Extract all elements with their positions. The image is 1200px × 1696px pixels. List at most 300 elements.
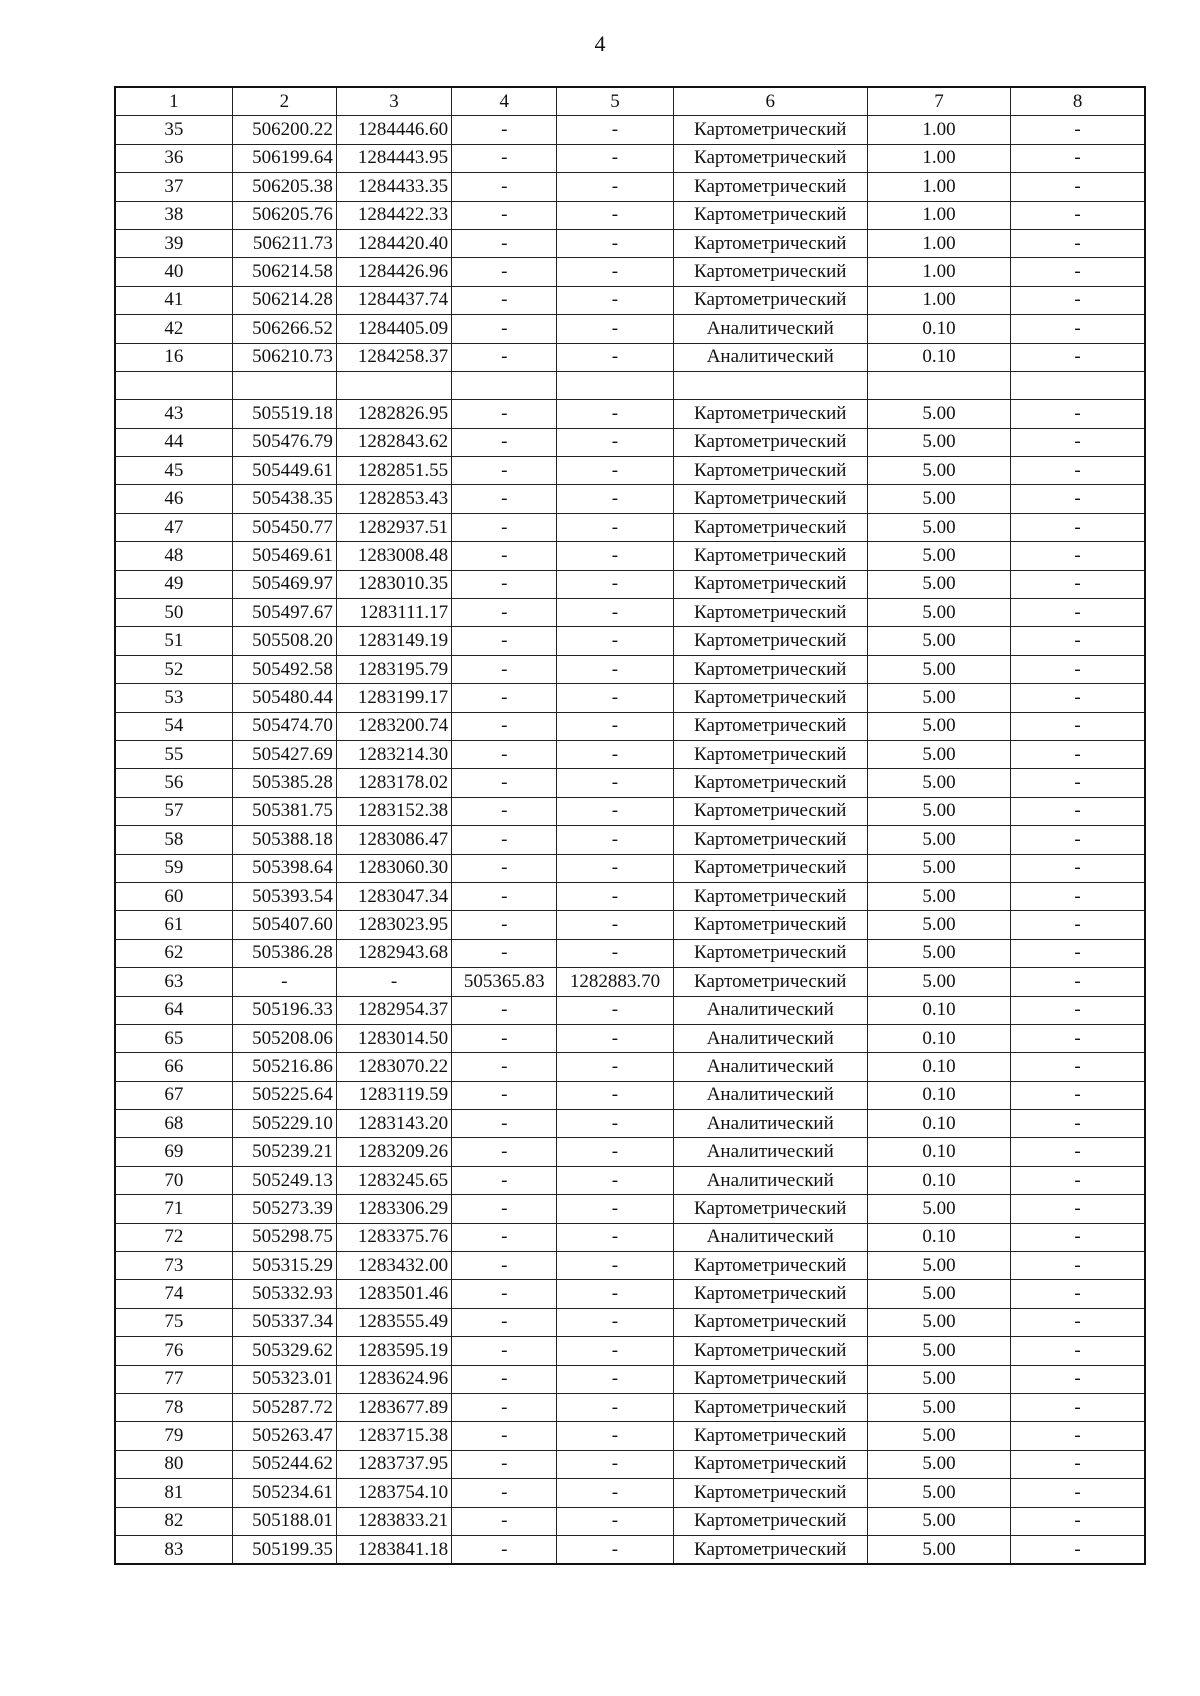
method-cell: Аналитический — [673, 1138, 867, 1166]
point-number-cell: 58 — [115, 826, 232, 854]
x-coordinate-cell: 505216.86 — [232, 1053, 336, 1081]
y-coordinate-alt-cell: - — [557, 144, 673, 172]
x-coordinate-alt-cell: - — [452, 201, 557, 229]
x-coordinate-alt-cell: - — [452, 258, 557, 286]
x-coordinate-alt-cell: - — [452, 1308, 557, 1336]
point-number-cell: 37 — [115, 173, 232, 201]
y-coordinate-alt-cell: - — [557, 996, 673, 1024]
x-coordinate-cell: 505249.13 — [232, 1166, 336, 1194]
x-coordinate-cell: 505393.54 — [232, 882, 336, 910]
y-coordinate-alt-cell: - — [557, 1280, 673, 1308]
note-cell: - — [1011, 485, 1145, 513]
point-number-cell: 74 — [115, 1280, 232, 1308]
note-cell: - — [1011, 144, 1145, 172]
y-coordinate-alt-cell: - — [557, 201, 673, 229]
x-coordinate-alt-cell: - — [452, 655, 557, 683]
y-coordinate-alt-cell: - — [557, 1195, 673, 1223]
y-coordinate-cell: 1283306.29 — [336, 1195, 451, 1223]
accuracy-cell: 0.10 — [867, 1166, 1010, 1194]
table-row — [115, 1223, 1145, 1251]
x-coordinate-cell: 506211.73 — [232, 229, 336, 257]
method-cell: Картометрический — [673, 229, 867, 257]
y-coordinate-cell: - — [336, 968, 451, 996]
y-coordinate-alt-cell: - — [557, 1450, 673, 1478]
point-number-cell: 59 — [115, 854, 232, 882]
note-cell: - — [1011, 173, 1145, 201]
x-coordinate-alt-cell: - — [452, 854, 557, 882]
y-coordinate-alt-cell: - — [557, 1337, 673, 1365]
accuracy-cell: 5.00 — [867, 854, 1010, 882]
method-cell: Картометрический — [673, 1252, 867, 1280]
table-row — [115, 996, 1145, 1024]
point-number-cell: 49 — [115, 570, 232, 598]
y-coordinate-alt-cell: - — [557, 457, 673, 485]
x-coordinate-alt-cell: - — [452, 570, 557, 598]
y-coordinate-alt-cell: - — [557, 1479, 673, 1507]
table-row — [115, 1450, 1145, 1478]
x-coordinate-alt-cell: - — [452, 1081, 557, 1109]
method-cell: Картометрический — [673, 1479, 867, 1507]
table-row — [115, 655, 1145, 683]
accuracy-cell: 0.10 — [867, 1223, 1010, 1251]
y-coordinate-alt-cell: - — [557, 939, 673, 967]
accuracy-cell: 5.00 — [867, 1479, 1010, 1507]
accuracy-cell — [867, 371, 1010, 399]
table-row — [115, 1166, 1145, 1194]
table-row — [115, 1081, 1145, 1109]
table-row — [115, 854, 1145, 882]
table-row — [115, 1535, 1145, 1564]
point-number-cell — [115, 371, 232, 399]
table-row — [115, 1024, 1145, 1052]
x-coordinate-alt-cell: - — [452, 144, 557, 172]
note-cell: - — [1011, 1252, 1145, 1280]
table-row — [115, 1337, 1145, 1365]
x-coordinate-alt-cell: - — [452, 882, 557, 910]
note-cell: - — [1011, 1479, 1145, 1507]
x-coordinate-cell: 505476.79 — [232, 428, 336, 456]
x-coordinate-alt-cell — [452, 371, 557, 399]
method-cell: Картометрический — [673, 1365, 867, 1393]
table-row — [115, 1308, 1145, 1336]
point-number-cell: 53 — [115, 684, 232, 712]
y-coordinate-cell: 1282851.55 — [336, 457, 451, 485]
accuracy-cell: 1.00 — [867, 144, 1010, 172]
method-cell: Картометрический — [673, 258, 867, 286]
method-cell: Картометрический — [673, 968, 867, 996]
table-row — [115, 1110, 1145, 1138]
note-cell: - — [1011, 1053, 1145, 1081]
point-number-cell: 80 — [115, 1450, 232, 1478]
x-coordinate-alt-cell: - — [452, 769, 557, 797]
x-coordinate-cell — [232, 371, 336, 399]
page-number: 4 — [594, 31, 606, 56]
point-number-cell: 70 — [115, 1166, 232, 1194]
x-coordinate-cell: 505508.20 — [232, 627, 336, 655]
method-cell: Картометрический — [673, 485, 867, 513]
accuracy-cell: 5.00 — [867, 826, 1010, 854]
accuracy-cell: 5.00 — [867, 911, 1010, 939]
y-coordinate-cell: 1283119.59 — [336, 1081, 451, 1109]
x-coordinate-cell: 505474.70 — [232, 712, 336, 740]
y-coordinate-alt-cell: - — [557, 428, 673, 456]
point-number-cell: 44 — [115, 428, 232, 456]
table-row — [115, 229, 1145, 257]
x-coordinate-alt-cell: - — [452, 1195, 557, 1223]
point-number-cell: 46 — [115, 485, 232, 513]
note-cell: - — [1011, 229, 1145, 257]
y-coordinate-cell: 1283143.20 — [336, 1110, 451, 1138]
table-row — [115, 173, 1145, 201]
note-cell: - — [1011, 826, 1145, 854]
x-coordinate-alt-cell: - — [452, 1223, 557, 1251]
note-cell: - — [1011, 1507, 1145, 1535]
method-cell — [673, 371, 867, 399]
table-row — [115, 1479, 1145, 1507]
x-coordinate-alt-cell: - — [452, 1337, 557, 1365]
note-cell: - — [1011, 343, 1145, 371]
x-coordinate-alt-cell: - — [452, 712, 557, 740]
x-coordinate-cell: 505480.44 — [232, 684, 336, 712]
accuracy-cell: 5.00 — [867, 1308, 1010, 1336]
point-number-cell: 42 — [115, 315, 232, 343]
method-cell: Картометрический — [673, 1422, 867, 1450]
point-number-cell: 56 — [115, 769, 232, 797]
table-row — [115, 1422, 1145, 1450]
accuracy-cell: 5.00 — [867, 684, 1010, 712]
method-cell: Картометрический — [673, 144, 867, 172]
y-coordinate-cell: 1283086.47 — [336, 826, 451, 854]
note-cell: - — [1011, 769, 1145, 797]
point-number-cell: 67 — [115, 1081, 232, 1109]
x-coordinate-alt-cell: - — [452, 1393, 557, 1421]
x-coordinate-cell: - — [232, 968, 336, 996]
x-coordinate-cell: 506205.76 — [232, 201, 336, 229]
x-coordinate-alt-cell: - — [452, 315, 557, 343]
method-cell: Картометрический — [673, 1280, 867, 1308]
accuracy-cell: 5.00 — [867, 513, 1010, 541]
x-coordinate-cell: 506205.38 — [232, 173, 336, 201]
y-coordinate-alt-cell: - — [557, 258, 673, 286]
y-coordinate-alt-cell: - — [557, 400, 673, 428]
point-number-cell: 66 — [115, 1053, 232, 1081]
note-cell: - — [1011, 201, 1145, 229]
point-number-cell: 62 — [115, 939, 232, 967]
accuracy-cell: 5.00 — [867, 457, 1010, 485]
y-coordinate-alt-cell: - — [557, 1024, 673, 1052]
x-coordinate-cell: 505497.67 — [232, 599, 336, 627]
x-coordinate-alt-cell: - — [452, 797, 557, 825]
note-cell: - — [1011, 1166, 1145, 1194]
y-coordinate-cell: 1283432.00 — [336, 1252, 451, 1280]
note-cell: - — [1011, 996, 1145, 1024]
table-row — [115, 343, 1145, 371]
y-coordinate-cell: 1283501.46 — [336, 1280, 451, 1308]
y-coordinate-alt-cell: - — [557, 570, 673, 598]
note-cell: - — [1011, 882, 1145, 910]
x-coordinate-cell: 505323.01 — [232, 1365, 336, 1393]
point-number-cell: 50 — [115, 599, 232, 627]
y-coordinate-cell: 1283245.65 — [336, 1166, 451, 1194]
table-row — [115, 485, 1145, 513]
method-cell: Картометрический — [673, 513, 867, 541]
y-coordinate-alt-cell: - — [557, 627, 673, 655]
note-cell: - — [1011, 258, 1145, 286]
x-coordinate-alt-cell: - — [452, 229, 557, 257]
method-cell: Картометрический — [673, 769, 867, 797]
y-coordinate-cell: 1283737.95 — [336, 1450, 451, 1478]
point-number-cell: 75 — [115, 1308, 232, 1336]
x-coordinate-alt-cell: - — [452, 1252, 557, 1280]
x-coordinate-cell: 505381.75 — [232, 797, 336, 825]
method-cell: Картометрический — [673, 911, 867, 939]
x-coordinate-alt-cell: - — [452, 173, 557, 201]
table-row — [115, 144, 1145, 172]
method-cell: Аналитический — [673, 343, 867, 371]
y-coordinate-cell: 1284420.40 — [336, 229, 451, 257]
method-cell: Картометрический — [673, 684, 867, 712]
x-coordinate-cell: 505225.64 — [232, 1081, 336, 1109]
point-number-cell: 69 — [115, 1138, 232, 1166]
note-cell: - — [1011, 1422, 1145, 1450]
y-coordinate-cell: 1284433.35 — [336, 173, 451, 201]
y-coordinate-cell: 1283209.26 — [336, 1138, 451, 1166]
method-cell: Аналитический — [673, 1024, 867, 1052]
column-header: 4 — [452, 87, 557, 116]
x-coordinate-cell: 505239.21 — [232, 1138, 336, 1166]
y-coordinate-cell: 1283841.18 — [336, 1535, 451, 1564]
method-cell: Картометрический — [673, 1308, 867, 1336]
x-coordinate-cell: 505427.69 — [232, 740, 336, 768]
x-coordinate-alt-cell: - — [452, 1024, 557, 1052]
x-coordinate-cell: 505438.35 — [232, 485, 336, 513]
x-coordinate-cell: 505273.39 — [232, 1195, 336, 1223]
note-cell: - — [1011, 854, 1145, 882]
note-cell: - — [1011, 513, 1145, 541]
accuracy-cell: 5.00 — [867, 570, 1010, 598]
x-coordinate-alt-cell: - — [452, 485, 557, 513]
column-header: 5 — [557, 87, 673, 116]
table-row — [115, 570, 1145, 598]
point-number-cell: 38 — [115, 201, 232, 229]
y-coordinate-alt-cell: - — [557, 1138, 673, 1166]
x-coordinate-alt-cell: - — [452, 1138, 557, 1166]
note-cell: - — [1011, 1223, 1145, 1251]
note-cell: - — [1011, 797, 1145, 825]
point-number-cell: 61 — [115, 911, 232, 939]
accuracy-cell: 5.00 — [867, 1252, 1010, 1280]
y-coordinate-cell: 1283060.30 — [336, 854, 451, 882]
x-coordinate-alt-cell: - — [452, 513, 557, 541]
x-coordinate-alt-cell: - — [452, 1166, 557, 1194]
y-coordinate-cell: 1283195.79 — [336, 655, 451, 683]
x-coordinate-alt-cell: - — [452, 684, 557, 712]
method-cell: Картометрический — [673, 712, 867, 740]
point-number-cell: 65 — [115, 1024, 232, 1052]
method-cell: Картометрический — [673, 655, 867, 683]
method-cell: Картометрический — [673, 570, 867, 598]
y-coordinate-cell: 1282853.43 — [336, 485, 451, 513]
column-header: 3 — [336, 87, 451, 116]
accuracy-cell: 5.00 — [867, 797, 1010, 825]
y-coordinate-alt-cell: - — [557, 1053, 673, 1081]
y-coordinate-alt-cell: - — [557, 712, 673, 740]
column-header: 1 — [115, 87, 232, 116]
note-cell: - — [1011, 1365, 1145, 1393]
y-coordinate-cell: 1282843.62 — [336, 428, 451, 456]
point-number-cell: 47 — [115, 513, 232, 541]
x-coordinate-alt-cell: - — [452, 116, 557, 144]
y-coordinate-alt-cell: - — [557, 797, 673, 825]
y-coordinate-alt-cell: 1282883.70 — [557, 968, 673, 996]
table-row — [115, 599, 1145, 627]
note-cell: - — [1011, 968, 1145, 996]
accuracy-cell: 0.10 — [867, 1110, 1010, 1138]
x-coordinate-alt-cell: - — [452, 599, 557, 627]
y-coordinate-cell: 1284437.74 — [336, 286, 451, 314]
point-number-cell: 81 — [115, 1479, 232, 1507]
method-cell: Картометрический — [673, 939, 867, 967]
accuracy-cell: 5.00 — [867, 485, 1010, 513]
y-coordinate-alt-cell: - — [557, 599, 673, 627]
point-number-cell: 41 — [115, 286, 232, 314]
accuracy-cell: 5.00 — [867, 627, 1010, 655]
accuracy-cell: 5.00 — [867, 1337, 1010, 1365]
x-coordinate-cell: 505263.47 — [232, 1422, 336, 1450]
x-coordinate-alt-cell: 505365.83 — [452, 968, 557, 996]
x-coordinate-alt-cell: - — [452, 627, 557, 655]
x-coordinate-cell: 505234.61 — [232, 1479, 336, 1507]
accuracy-cell: 0.10 — [867, 1024, 1010, 1052]
y-coordinate-cell: 1282937.51 — [336, 513, 451, 541]
point-number-cell: 63 — [115, 968, 232, 996]
y-coordinate-alt-cell: - — [557, 854, 673, 882]
y-coordinate-cell: 1283555.49 — [336, 1308, 451, 1336]
point-number-cell: 54 — [115, 712, 232, 740]
accuracy-cell: 0.10 — [867, 996, 1010, 1024]
x-coordinate-cell: 505450.77 — [232, 513, 336, 541]
note-cell: - — [1011, 684, 1145, 712]
accuracy-cell: 5.00 — [867, 1195, 1010, 1223]
table-row — [115, 712, 1145, 740]
method-cell: Картометрический — [673, 1393, 867, 1421]
accuracy-cell: 5.00 — [867, 655, 1010, 683]
y-coordinate-alt-cell: - — [557, 1223, 673, 1251]
y-coordinate-cell: 1283200.74 — [336, 712, 451, 740]
accuracy-cell: 5.00 — [867, 400, 1010, 428]
table-row — [115, 1393, 1145, 1421]
x-coordinate-cell: 505208.06 — [232, 1024, 336, 1052]
accuracy-cell: 5.00 — [867, 1365, 1010, 1393]
y-coordinate-cell: 1284258.37 — [336, 343, 451, 371]
accuracy-cell: 1.00 — [867, 258, 1010, 286]
x-coordinate-alt-cell: - — [452, 939, 557, 967]
table-row — [115, 1365, 1145, 1393]
y-coordinate-alt-cell: - — [557, 513, 673, 541]
y-coordinate-cell: 1283070.22 — [336, 1053, 451, 1081]
point-number-cell: 72 — [115, 1223, 232, 1251]
method-cell: Картометрический — [673, 1337, 867, 1365]
table-header-row — [115, 87, 1145, 116]
y-coordinate-alt-cell: - — [557, 173, 673, 201]
y-coordinate-cell: 1283149.19 — [336, 627, 451, 655]
x-coordinate-alt-cell: - — [452, 1365, 557, 1393]
note-cell: - — [1011, 315, 1145, 343]
x-coordinate-cell: 505407.60 — [232, 911, 336, 939]
x-coordinate-alt-cell: - — [452, 1507, 557, 1535]
note-cell: - — [1011, 939, 1145, 967]
y-coordinate-cell: 1283023.95 — [336, 911, 451, 939]
y-coordinate-alt-cell: - — [557, 1535, 673, 1564]
note-cell: - — [1011, 1110, 1145, 1138]
y-coordinate-alt-cell: - — [557, 1110, 673, 1138]
accuracy-cell: 5.00 — [867, 1393, 1010, 1421]
x-coordinate-alt-cell: - — [452, 428, 557, 456]
method-cell: Аналитический — [673, 1223, 867, 1251]
y-coordinate-alt-cell: - — [557, 684, 673, 712]
table-row — [115, 1195, 1145, 1223]
x-coordinate-cell: 505519.18 — [232, 400, 336, 428]
x-coordinate-cell: 505449.61 — [232, 457, 336, 485]
x-coordinate-cell: 506199.64 — [232, 144, 336, 172]
point-number-cell: 82 — [115, 1507, 232, 1535]
x-coordinate-cell: 505337.34 — [232, 1308, 336, 1336]
table-row — [115, 201, 1145, 229]
table-row — [115, 1138, 1145, 1166]
column-header: 2 — [232, 87, 336, 116]
table-body — [115, 116, 1145, 1564]
x-coordinate-alt-cell: - — [452, 996, 557, 1024]
accuracy-cell: 0.10 — [867, 1081, 1010, 1109]
y-coordinate-alt-cell: - — [557, 1081, 673, 1109]
x-coordinate-cell: 506214.58 — [232, 258, 336, 286]
accuracy-cell: 1.00 — [867, 286, 1010, 314]
point-number-cell: 79 — [115, 1422, 232, 1450]
x-coordinate-cell: 505398.64 — [232, 854, 336, 882]
note-cell: - — [1011, 570, 1145, 598]
y-coordinate-cell: 1283111.17 — [336, 599, 451, 627]
x-coordinate-cell: 505332.93 — [232, 1280, 336, 1308]
y-coordinate-alt-cell: - — [557, 911, 673, 939]
table-row — [115, 371, 1145, 399]
table-row — [115, 400, 1145, 428]
accuracy-cell: 5.00 — [867, 882, 1010, 910]
accuracy-cell: 0.10 — [867, 1138, 1010, 1166]
y-coordinate-alt-cell: - — [557, 116, 673, 144]
y-coordinate-cell: 1282943.68 — [336, 939, 451, 967]
point-number-cell: 64 — [115, 996, 232, 1024]
method-cell: Картометрический — [673, 428, 867, 456]
y-coordinate-cell: 1283624.96 — [336, 1365, 451, 1393]
note-cell: - — [1011, 1138, 1145, 1166]
accuracy-cell: 5.00 — [867, 712, 1010, 740]
point-number-cell: 68 — [115, 1110, 232, 1138]
x-coordinate-alt-cell: - — [452, 400, 557, 428]
y-coordinate-cell: 1283715.38 — [336, 1422, 451, 1450]
y-coordinate-alt-cell: - — [557, 769, 673, 797]
x-coordinate-alt-cell: - — [452, 1053, 557, 1081]
method-cell: Аналитический — [673, 315, 867, 343]
note-cell: - — [1011, 428, 1145, 456]
x-coordinate-alt-cell: - — [452, 1110, 557, 1138]
point-number-cell: 60 — [115, 882, 232, 910]
y-coordinate-cell: 1284446.60 — [336, 116, 451, 144]
point-number-cell: 57 — [115, 797, 232, 825]
accuracy-cell: 1.00 — [867, 173, 1010, 201]
point-number-cell: 40 — [115, 258, 232, 286]
y-coordinate-alt-cell: - — [557, 1252, 673, 1280]
x-coordinate-alt-cell: - — [452, 740, 557, 768]
